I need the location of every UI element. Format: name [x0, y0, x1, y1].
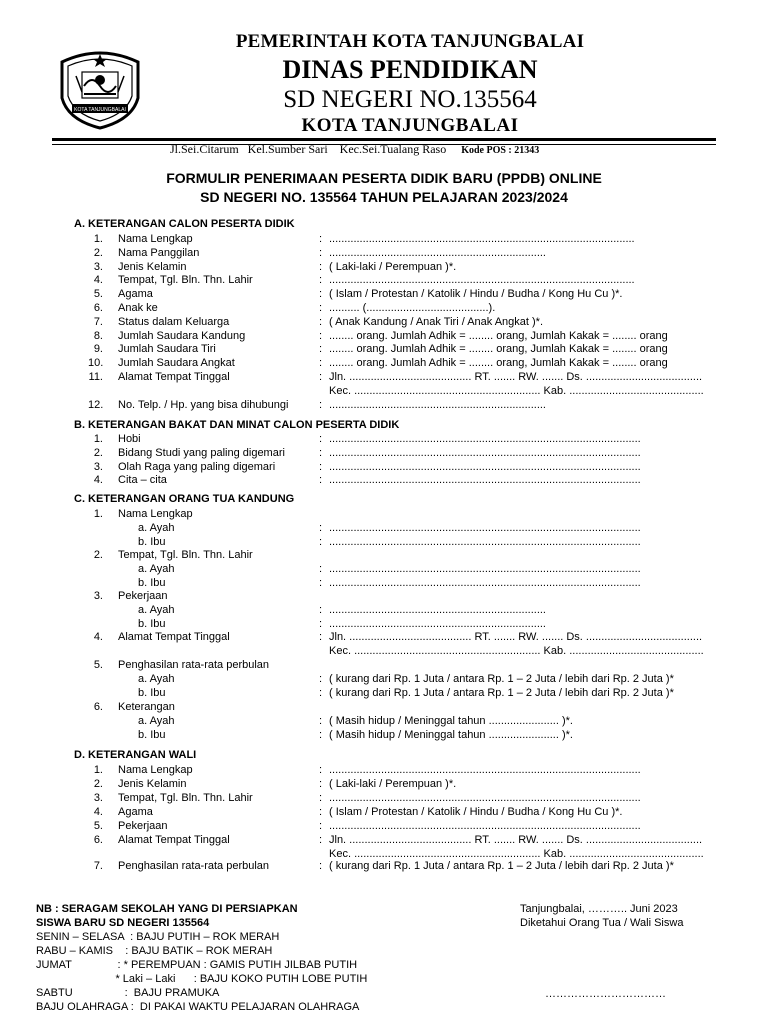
form-subtitle: SD NEGERI NO. 135564 TAHUN PELAJARAN 2023/2024 — [200, 189, 568, 205]
row-number: 5. — [93, 288, 103, 301]
field-label: Nama Lengkap — [118, 233, 193, 245]
ayah-label: a. Ayah — [138, 562, 175, 575]
field-label: Status dalam Keluarga — [118, 315, 230, 328]
row-number: 11. — [88, 371, 103, 383]
field-label: Tempat, Tgl. Bln. Thn. Lahir — [118, 549, 253, 561]
row-number: 3. — [93, 460, 103, 473]
colon-separator: : — [319, 302, 323, 314]
field-label: Anak ke — [118, 302, 158, 314]
header-city: KOTA TANJUNGBALAI — [301, 115, 519, 136]
uniform-line: SENIN – SELASA : BAJU PUTIH – ROK MERAH — [36, 931, 280, 943]
field-label: Pekerjaan — [118, 820, 168, 832]
ayah-label: a. Ayah — [138, 521, 175, 534]
header-government: PEMERINTAH KOTA TANJUNGBALAI — [235, 31, 585, 52]
ibu-label: b. Ibu — [138, 617, 166, 630]
city-emblem-logo — [52, 44, 148, 130]
colon-separator: : — [319, 371, 323, 383]
field-value[interactable]: ...................................................................................................... — [329, 792, 641, 804]
colon-separator: : — [319, 460, 323, 473]
row-number: 7. — [93, 315, 103, 328]
field-value[interactable]: ( Islam / Protestan / Katolik / Hindu / Budha / Kong Hu Cu )*. — [329, 288, 623, 301]
ayah-label: a. Ayah — [138, 672, 175, 685]
nb-note-title: NB : SERAGAM SEKOLAH YANG DI PERSIAPKAN — [36, 903, 298, 915]
row-number: 1. — [93, 508, 103, 520]
postcode-text: Kode POS : 21343 — [461, 145, 540, 156]
logo-text: KOTA TANJUNGBALAI — [74, 107, 126, 113]
field-label: Agama — [118, 806, 153, 818]
row-number: 10. — [88, 357, 104, 370]
colon-separator: : — [319, 806, 323, 818]
uniform-line: RABU – KAMIS : BAJU BATIK – ROK MERAH — [36, 945, 273, 957]
address-text: Jl.Sei.Citarum Kel.Sumber Sari Kec.Sei.Tualang Raso — [170, 142, 462, 156]
colon-separator: : — [319, 820, 323, 832]
colon-separator: : — [319, 329, 323, 342]
colon-separator: : — [319, 778, 323, 790]
section-d-heading: D. KETERANGAN WALI — [74, 749, 197, 761]
field-value[interactable]: ( Laki-laki / Perempuan )*. — [329, 778, 457, 790]
colon-separator: : — [319, 288, 323, 301]
ayah-value[interactable]: ...................................................................................................... — [329, 521, 641, 534]
field-value[interactable]: ...................................................................................................... — [329, 446, 641, 459]
colon-separator: : — [319, 260, 323, 273]
field-label: Alamat Tempat Tinggal — [118, 631, 230, 643]
field-value[interactable]: ( kurang dari Rp. 1 Juta / antara Rp. 1 – 2 Juta / lebih dari Rp. 2 Juta )* — [329, 860, 674, 872]
row-number: 3. — [93, 260, 103, 273]
colon-separator: : — [319, 246, 323, 259]
colon-separator: : — [319, 398, 323, 411]
field-label: Agama — [118, 288, 153, 301]
row-number: 3. — [93, 792, 103, 804]
ayah-value[interactable]: ( Masih hidup / Meninggal tahun ....................... )*. — [329, 714, 573, 727]
field-value[interactable]: ...................................................................................................... — [329, 460, 641, 473]
field-value[interactable]: Jln. ........................................ RT. ....... RW. ....... Ds. ...................................... — [329, 834, 703, 846]
ayah-label: a. Ayah — [138, 603, 175, 616]
row-number: 6. — [93, 302, 103, 314]
field-label: Nama Panggilan — [118, 246, 200, 259]
field-value[interactable]: ........ orang. Jumlah Adhik = ........ orang, Jumlah Kakak = ........ orang — [329, 343, 668, 356]
field-label: Penghasilan rata-rata perbulan — [118, 659, 270, 671]
field-label: Penghasilan rata-rata perbulan — [118, 860, 270, 872]
row-number: 12. — [88, 398, 104, 411]
colon-separator: : — [319, 728, 323, 741]
field-value[interactable]: ...................................................................................................... — [329, 433, 641, 445]
ibu-label: b. Ibu — [138, 535, 166, 548]
field-value[interactable]: ( Laki-laki / Perempuan )*. — [329, 260, 457, 273]
uniform-line: * Laki – Laki : BAJU KOKO PUTIH LOBE PUTIH — [36, 973, 368, 985]
ibu-label: b. Ibu — [138, 728, 166, 741]
row-number: 3. — [93, 590, 103, 602]
signature-line: …………………………… — [545, 988, 666, 1000]
field-label: Tempat, Tgl. Bln. Thn. Lahir — [118, 274, 253, 287]
colon-separator: : — [319, 603, 323, 616]
uniform-line: BAJU OLAHRAGA : DI PAKAI WAKTU PELAJARAN OLAHRAGA — [36, 1001, 360, 1013]
ibu-value[interactable]: ...................................................................................................... — [329, 535, 641, 548]
header-department: DINAS PENDIDIKAN — [282, 55, 538, 84]
field-label: Olah Raga yang paling digemari — [118, 460, 276, 473]
row-number: 8. — [93, 329, 103, 342]
field-value[interactable]: .......... (........................................). — [329, 302, 496, 314]
row-number: 2. — [93, 246, 103, 259]
colon-separator: : — [319, 535, 323, 548]
uniform-line: SABTU : BAJU PRAMUKA — [36, 987, 220, 999]
field-value[interactable]: Jln. ........................................ RT. ....... RW. ....... Ds. ...................................... — [329, 371, 703, 383]
header-rule-thick — [52, 138, 716, 141]
known-by-label: Diketahui Orang Tua / Wali Siswa — [520, 917, 684, 929]
ibu-value[interactable]: ...................................................................................................... — [329, 576, 641, 589]
field-value[interactable]: ....................................................................... — [329, 398, 546, 411]
field-value[interactable]: .................................................................................................... — [329, 274, 635, 287]
colon-separator: : — [319, 672, 323, 685]
field-label: No. Telp. / Hp. yang bisa dihubungi — [118, 398, 289, 411]
colon-separator: : — [319, 686, 323, 699]
colon-separator: : — [319, 433, 323, 445]
field-value[interactable]: ...................................................................................................... — [329, 820, 641, 832]
row-number: 2. — [93, 446, 103, 459]
place-date: Tanjungbalai, ……….. Juni 2023 — [520, 903, 678, 915]
field-label: Jumlah Saudara Kandung — [118, 329, 246, 342]
colon-separator: : — [319, 764, 323, 776]
field-label: Hobi — [118, 433, 141, 445]
ayah-label: a. Ayah — [138, 714, 175, 727]
field-label: Keterangan — [118, 701, 175, 713]
colon-separator: : — [319, 474, 323, 487]
nb-note-subtitle: SISWA BARU SD NEGERI 135564 — [36, 917, 210, 929]
field-label: Jumlah Saudara Tiri — [118, 343, 216, 356]
field-value[interactable]: .................................................................................................... — [329, 233, 635, 245]
colon-separator: : — [319, 792, 323, 804]
field-value[interactable]: ( Islam / Protestan / Katolik / Hindu / Budha / Kong Hu Cu )*. — [329, 806, 623, 818]
field-value[interactable]: Kec. ............................................................. Kab. ............................................ — [329, 644, 704, 657]
field-label: Nama Lengkap — [118, 508, 193, 520]
uniform-line: JUMAT : * PEREMPUAN : GAMIS PUTIH JILBAB PUTIH — [36, 959, 358, 971]
header-school: SD NEGERI NO.135564 — [283, 86, 537, 113]
ayah-value[interactable]: ...................................................................................................... — [329, 562, 641, 575]
row-number: 2. — [93, 778, 103, 790]
colon-separator: : — [319, 357, 323, 370]
row-number: 1. — [93, 433, 103, 445]
field-label: Alamat Tempat Tinggal — [118, 834, 230, 846]
field-value[interactable]: Kec. ............................................................. Kab. ............................................ — [329, 848, 704, 860]
field-label: Nama Lengkap — [118, 764, 193, 776]
row-number: 5. — [93, 659, 103, 671]
colon-separator: : — [319, 860, 323, 872]
colon-separator: : — [319, 446, 323, 459]
row-number: 4. — [93, 806, 103, 818]
field-value[interactable]: ( Anak Kandung / Anak Tiri / Anak Angkat )*. — [329, 315, 544, 328]
row-number: 6. — [93, 701, 103, 713]
ibu-label: b. Ibu — [138, 686, 166, 699]
row-number: 2. — [93, 549, 103, 561]
header-address — [170, 142, 539, 157]
field-value[interactable]: Kec. ............................................................. Kab. ............................................ — [329, 384, 704, 397]
ayah-value[interactable]: ....................................................................... — [329, 603, 546, 616]
colon-separator: : — [319, 315, 323, 328]
colon-separator: : — [319, 274, 323, 287]
field-value[interactable]: ....................................................................... — [329, 246, 546, 259]
row-number: 1. — [93, 233, 103, 245]
field-label: Bidang Studi yang paling digemari — [118, 446, 285, 459]
ibu-label: b. Ibu — [138, 576, 166, 589]
section-c-heading: C. KETERANGAN ORANG TUA KANDUNG — [74, 493, 295, 505]
colon-separator: : — [319, 521, 323, 534]
field-label: Jenis Kelamin — [118, 778, 187, 790]
field-value[interactable]: Jln. ........................................ RT. ....... RW. ....... Ds. ...................................... — [329, 631, 703, 643]
ibu-value[interactable]: ( Masih hidup / Meninggal tahun ....................... )*. — [329, 728, 573, 741]
colon-separator: : — [319, 714, 323, 727]
ayah-value[interactable]: ( kurang dari Rp. 1 Juta / antara Rp. 1 – 2 Juta / lebih dari Rp. 2 Juta )* — [329, 672, 674, 685]
section-a-heading: A. KETERANGAN CALON PESERTA DIDIK — [74, 218, 295, 230]
row-number: 7. — [93, 860, 103, 872]
colon-separator: : — [319, 233, 323, 245]
field-label: Jumlah Saudara Angkat — [118, 357, 235, 370]
field-value[interactable]: ...................................................................................................... — [329, 474, 641, 487]
row-number: 5. — [93, 820, 103, 832]
form-title: FORMULIR PENERIMAAN PESERTA DIDIK BARU (PPDB) ONLINE — [166, 170, 602, 186]
field-value[interactable]: ........ orang. Jumlah Adhik = ........ orang, Jumlah Kakak = ........ orang — [329, 329, 668, 342]
colon-separator: : — [319, 834, 323, 846]
ibu-value[interactable]: ....................................................................... — [329, 617, 546, 630]
row-number: 4. — [93, 274, 103, 287]
colon-separator: : — [319, 562, 323, 575]
field-label: Cita – cita — [118, 474, 167, 487]
row-number: 6. — [93, 834, 103, 846]
field-value[interactable]: ...................................................................................................... — [329, 764, 641, 776]
row-number: 9. — [93, 343, 103, 356]
colon-separator: : — [319, 343, 323, 356]
section-b-heading: B. KETERANGAN BAKAT DAN MINAT CALON PESERTA DIDIK — [74, 419, 400, 431]
colon-separator: : — [319, 617, 323, 630]
field-label: Jenis Kelamin — [118, 260, 187, 273]
row-number: 1. — [93, 764, 103, 776]
row-number: 4. — [93, 474, 103, 487]
field-label: Alamat Tempat Tinggal — [118, 371, 230, 383]
colon-separator: : — [319, 576, 323, 589]
field-label: Tempat, Tgl. Bln. Thn. Lahir — [118, 792, 253, 804]
field-value[interactable]: ........ orang. Jumlah Adhik = ........ orang, Jumlah Kakak = ........ orang — [329, 357, 668, 370]
row-number: 4. — [93, 631, 103, 643]
ibu-value[interactable]: ( kurang dari Rp. 1 Juta / antara Rp. 1 – 2 Juta / lebih dari Rp. 2 Juta )* — [329, 686, 674, 699]
field-label: Pekerjaan — [118, 590, 168, 602]
colon-separator: : — [319, 631, 323, 643]
